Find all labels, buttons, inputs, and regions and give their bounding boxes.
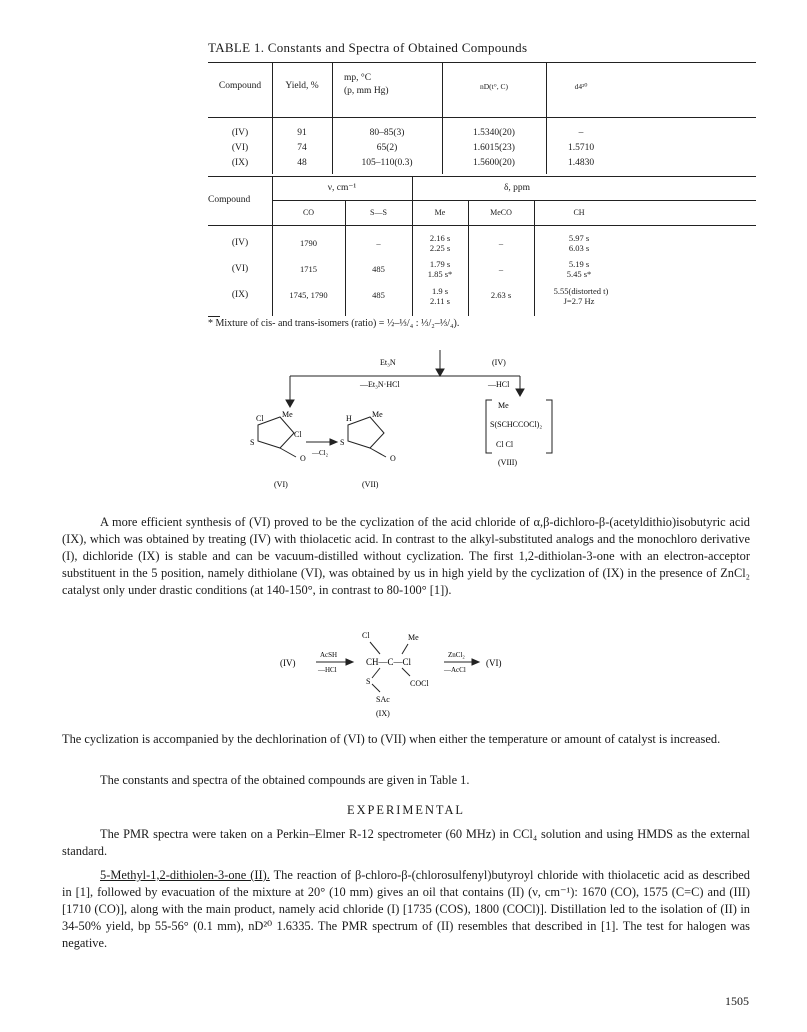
row-meco: – — [498, 238, 504, 248]
col-co: CO — [302, 208, 315, 217]
row-d: 1.4830 — [567, 158, 595, 168]
paragraph: The cyclization is accompanied by the dechlorination of (VI) to (VII) when either the temperature or amount of catalyst is increased. — [62, 732, 721, 746]
o-label: O — [390, 454, 396, 463]
paragraph: The PMR spectra were taken on a Perkin–Elmer R-12 spectrometer (60 MHz) in CCl₄ solution and using HMDS as the external standard. — [62, 827, 750, 858]
iv-label: (IV) — [492, 358, 506, 367]
row-compound: (VI) — [231, 143, 249, 153]
reaction-scheme-1 — [230, 345, 590, 500]
paragraph: A more efficient synthesis of (VI) proved to be the cyclization of the acid chloride of α,β-dichloro-β-(acetyldithio)isobutyric acid (IX), which was obtained by treating (IV) with thiolacetic acid. In contrast to the alkyl-substituted analogs and the monochloro derivative (I), dichloride (IX) is stable and can be vacuum-distilled without cyclization. The first 1,2-dithiolan-3-one with an electron-acceptor substituent in the 5 position, namely dithiolane (VI), was obtained by us in high yield by the cyclization of (IX) in the presence of ZnCl₂ catalyst only under drastic conditions (at 140-150°, in contrast to 80-100° [1]). — [62, 515, 750, 597]
row-co: 1715 — [300, 264, 317, 274]
cl-label: Cl — [294, 430, 302, 439]
cl-label: Cl — [256, 414, 264, 423]
sac-label: SAc — [376, 695, 390, 704]
s-label: S — [340, 438, 345, 447]
h-label: H — [346, 414, 352, 423]
table-title: TABLE 1. Constants and Spectra of Obtained Compounds — [208, 40, 528, 55]
row-nd: 1.5600(20) — [473, 158, 515, 168]
paragraph: The constants and spectra of the obtained compounds are given in Table 1. — [100, 773, 470, 787]
row-d: – — [578, 128, 584, 138]
col-meco: MeCO — [490, 208, 512, 217]
row-me: 2.16 s — [429, 233, 451, 243]
row-meco: 2.63 s — [490, 290, 512, 300]
me-ring-label: Me — [282, 410, 293, 419]
et3n-label: Et₃N — [380, 358, 396, 367]
row-ss: 485 — [372, 290, 385, 300]
vi-label: (VI) — [274, 480, 288, 489]
row-meco: – — [498, 264, 504, 274]
col-ss: S—S — [370, 208, 387, 217]
row-compound: (IX) — [231, 290, 249, 300]
col-nu: ν, cm⁻¹ — [327, 183, 357, 193]
row-ss: – — [376, 238, 381, 248]
col-yield: Yield, % — [285, 81, 319, 91]
table-footnote: * Mixture of cis- and trans-isomers (ratio) = ½–⅓/₄ : ⅓/₂–⅓/₄). — [208, 318, 460, 329]
footnote-rule — [208, 316, 220, 317]
row-nd: 1.5340(20) — [473, 128, 515, 138]
minus-hcl-label: —HCl — [318, 666, 337, 674]
acsh-label: AcSH — [320, 651, 338, 659]
vii-label: (VII) — [362, 480, 379, 489]
row-mp: 65(2) — [376, 143, 398, 153]
s-label: S — [366, 677, 371, 686]
zncl2-label: ZnCl₂ — [448, 651, 465, 659]
vi-label: (VI) — [486, 658, 502, 668]
table-rule — [208, 176, 756, 177]
row-ch: 6.03 s — [568, 243, 590, 253]
s-label: S — [250, 438, 255, 447]
row-compound: (IX) — [231, 158, 249, 168]
clcl-label: Cl Cl — [496, 440, 514, 449]
col-delta: δ, ppm — [503, 183, 531, 193]
me-ring-label: Me — [372, 410, 383, 419]
table-rule — [208, 117, 756, 118]
col-compound: Compound — [218, 81, 262, 91]
row-compound: (IV) — [231, 238, 249, 248]
row-ch: 5.97 s — [568, 233, 590, 243]
me-label: Me — [408, 633, 419, 642]
row-me: 1.79 s — [429, 259, 451, 269]
col-mp-sub: (p, mm Hg) — [344, 86, 389, 96]
row-me: 1.9 s — [431, 286, 449, 296]
minus-et3nhcl-label: —Et₃N·HCl — [360, 380, 400, 389]
row-me: 2.25 s — [429, 243, 451, 253]
col-ch: CH — [573, 208, 585, 217]
row-ch: 5.55(distorted t) — [553, 286, 609, 296]
core-formula: CH—C—Cl — [366, 657, 412, 667]
col-nd: nD(t°, C) — [480, 82, 508, 91]
row-nd: 1.6015(23) — [473, 143, 515, 153]
cocl-label: COCl — [410, 679, 429, 688]
row-ch: J=2.7 Hz — [563, 296, 595, 306]
row-compound: (IV) — [231, 128, 249, 138]
paragraph-body: The reaction of β-chloro-β-(chlorosulfenyl)butyroyl chloride with thiolacetic acid as described in [1], followed by evacuation of the mixture at 20° (10 mm) gives an oil that contains (II) (ν, cm⁻¹): 1670 (CO), 1575 (C=C) and (III) [1710 (CO)], along with the main product, namely acid chloride (I) [1735 (COS), 1800 (COCl)]. Distillation led to the isolation of (II) in 34-50% yield, bp 55-56° (0.1 mm), nD²⁰ 1.6335. The PMR spectrum of (II) resembles that described in [1]. The test for halogen was negative. — [62, 868, 750, 950]
col-me: Me — [434, 208, 446, 217]
row-yield: 48 — [297, 158, 307, 168]
subsection-title: 5-Methyl-1,2-dithiolen-3-one (II). — [100, 868, 270, 882]
table-rule — [208, 225, 756, 226]
section-heading: EXPERIMENTAL — [347, 803, 465, 817]
viii-label: (VIII) — [498, 458, 518, 467]
row-ch: 5.19 s — [568, 259, 590, 269]
row-ss: 485 — [372, 264, 385, 274]
row-mp: 105–110(0.3) — [361, 158, 413, 168]
row-mp: 80–85(3) — [369, 128, 405, 138]
row-yield: 91 — [297, 128, 307, 138]
row-ch: 5.45 s* — [566, 269, 592, 279]
row-me: 1.85 s* — [427, 269, 453, 279]
cl-label: Cl — [362, 631, 370, 640]
viii-formula: S(SCHCCOCl)₂ — [490, 420, 543, 429]
ix-label: (IX) — [376, 709, 390, 718]
me-label: Me — [498, 401, 509, 410]
reaction-scheme-2 — [280, 628, 540, 720]
iv-label: (IV) — [280, 658, 296, 668]
row-yield: 74 — [297, 143, 307, 153]
minus-cl2-label: —Cl₂ — [312, 449, 329, 457]
col-compound: Compound — [208, 195, 251, 205]
row-me: 2.11 s — [430, 296, 450, 306]
row-d: 1.5710 — [567, 143, 595, 153]
paragraph — [62, 867, 750, 952]
table-rule — [208, 62, 756, 63]
row-co: 1790 — [300, 238, 317, 248]
col-mp: mp, °C — [344, 73, 372, 83]
col-d: d4²⁰ — [574, 82, 588, 91]
minus-hcl-label: —HCl — [488, 380, 510, 389]
minus-accl-label: —AcCl — [444, 666, 466, 674]
o-label: O — [300, 454, 306, 463]
row-co: 1745, 1790 — [289, 290, 328, 300]
page-number: 1505 — [725, 994, 749, 1008]
row-compound: (VI) — [231, 264, 249, 274]
